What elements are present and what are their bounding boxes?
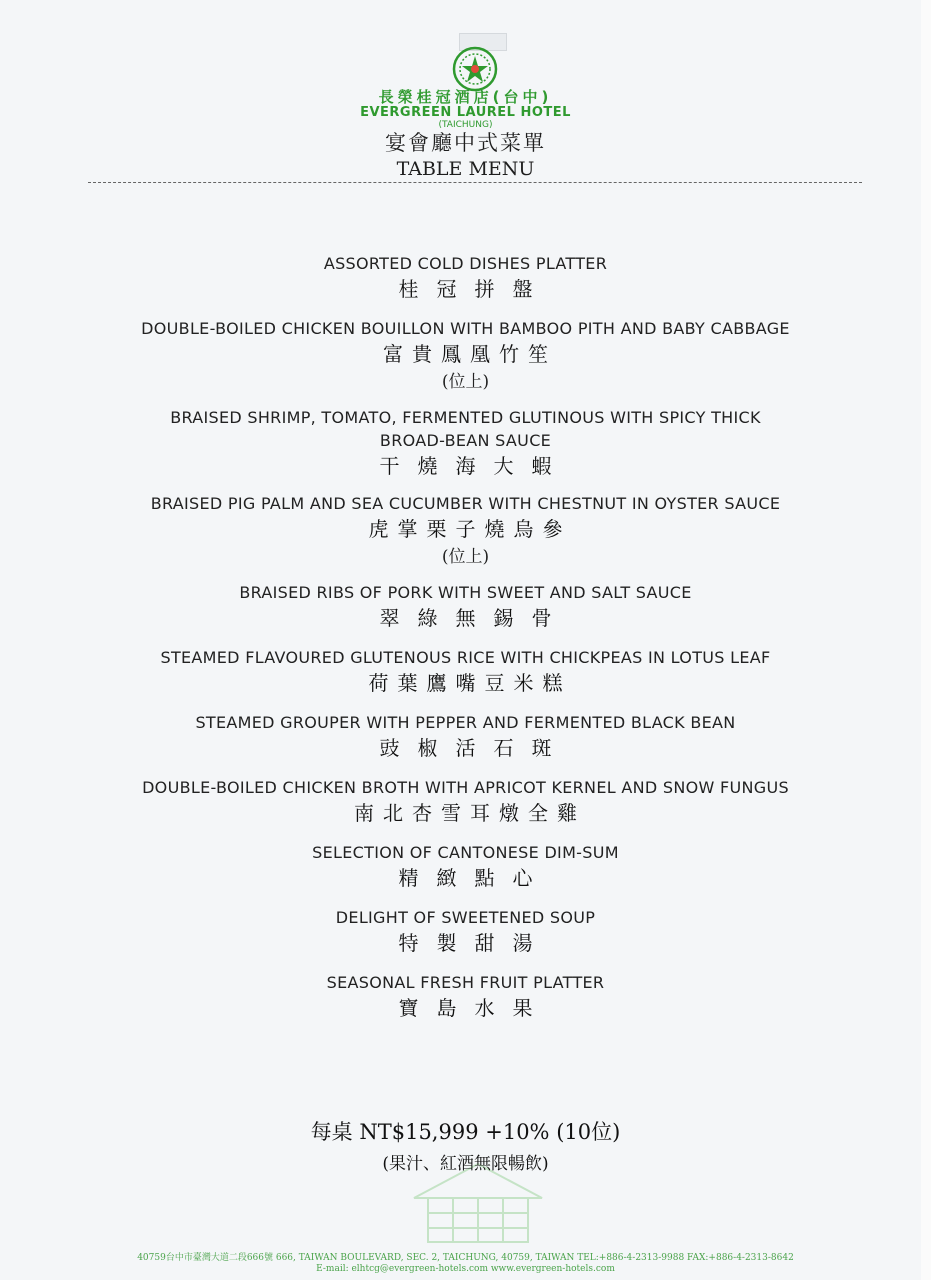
dish-name-en: BRAISED PIG PALM AND SEA CUCUMBER WITH CHESTNUT IN OYSTER SAUCE	[150, 494, 781, 513]
dish-name-en: STEAMED GROUPER WITH PEPPER AND FERMENTED BLACK BEAN	[195, 713, 736, 732]
footer-address: 40759台中市臺灣大道二段666號 666, TAIWAN BOULEVARD, SEC. 2, TAICHUNG, 40759, TAIWAN TEL:+886-4-2313-9988 FAX:+886-4-2313-8642	[137, 1253, 794, 1263]
dish-name-zh: 干燒海大蝦	[379, 454, 570, 478]
menu-list	[0, 252, 931, 1022]
header-divider	[88, 182, 862, 183]
dish-name-zh: 豉椒活石斑	[379, 736, 570, 760]
menu-item	[0, 581, 931, 632]
menu-item	[0, 252, 931, 303]
dish-name-zh: 寶島水果	[398, 996, 551, 1020]
dish-name-zh: 特製甜湯	[398, 931, 551, 955]
dish-name-zh: 精緻點心	[398, 866, 551, 890]
hotel-city: (TAICHUNG)	[438, 120, 493, 130]
dish-name-en-line2: BROAD-BEAN SAUCE	[379, 431, 552, 450]
menu-item	[0, 711, 931, 762]
dish-name-en: SEASONAL FRESH FRUIT PLATTER	[326, 973, 605, 992]
dish-name-zh: 翠綠無錫骨	[379, 606, 570, 630]
dish-name-en: ASSORTED COLD DISHES PLATTER	[323, 254, 608, 273]
dish-name-zh: 南北杏雪耳燉全雞	[354, 801, 586, 825]
dish-name-en: DELIGHT OF SWEETENED SOUP	[335, 908, 596, 927]
hotel-name-zh: 長榮桂冠酒店(台中)	[378, 88, 553, 106]
footer-contact: E-mail: elhtcg@evergreen-hotels.com www.evergreen-hotels.com	[316, 1264, 615, 1274]
menu-item	[0, 492, 931, 569]
price-per-table: 每桌 NT$15,999 +10% (10位)	[310, 1120, 621, 1144]
dish-name-zh: 虎掌栗子燒烏參	[368, 517, 572, 541]
menu-item	[0, 406, 931, 480]
menu-item	[0, 317, 931, 394]
dish-name-en: BRAISED SHRIMP, TOMATO, FERMENTED GLUTINOUS WITH SPICY THICK	[170, 408, 761, 427]
dish-name-en: STEAMED FLAVOURED GLUTENOUS RICE WITH CHICKPEAS IN LOTUS LEAF	[160, 648, 771, 667]
menu-item	[0, 646, 931, 697]
dish-name-zh: 桂冠拼盤	[398, 277, 551, 301]
dish-name-en: DOUBLE-BOILED CHICKEN BOUILLON WITH BAMBOO PITH AND BABY CABBAGE	[141, 319, 790, 338]
price-note: (果汁、紅酒無限暢飲)	[382, 1154, 549, 1174]
menu-title-zh: 宴會廳中式菜單	[385, 131, 546, 155]
dish-note: (位上)	[441, 547, 490, 567]
menu-item	[0, 841, 931, 892]
dish-name-zh: 荷葉鷹嘴豆米糕	[368, 671, 572, 695]
dish-name-zh: 富貴鳳凰竹笙	[383, 342, 557, 366]
menu-item	[0, 971, 931, 1022]
dish-name-en: DOUBLE-BOILED CHICKEN BROTH WITH APRICOT KERNEL AND SNOW FUNGUS	[142, 778, 789, 797]
dish-name-en: BRAISED RIBS OF PORK WITH SWEET AND SALT SAUCE	[239, 583, 692, 602]
menu-title-en: TABLE MENU	[396, 158, 535, 180]
menu-item	[0, 906, 931, 957]
menu-item	[0, 776, 931, 827]
dish-note: (位上)	[441, 372, 490, 392]
dish-name-en: SELECTION OF CANTONESE DIM-SUM	[312, 843, 619, 862]
hotel-name-en: EVERGREEN LAUREL HOTEL	[360, 105, 571, 120]
